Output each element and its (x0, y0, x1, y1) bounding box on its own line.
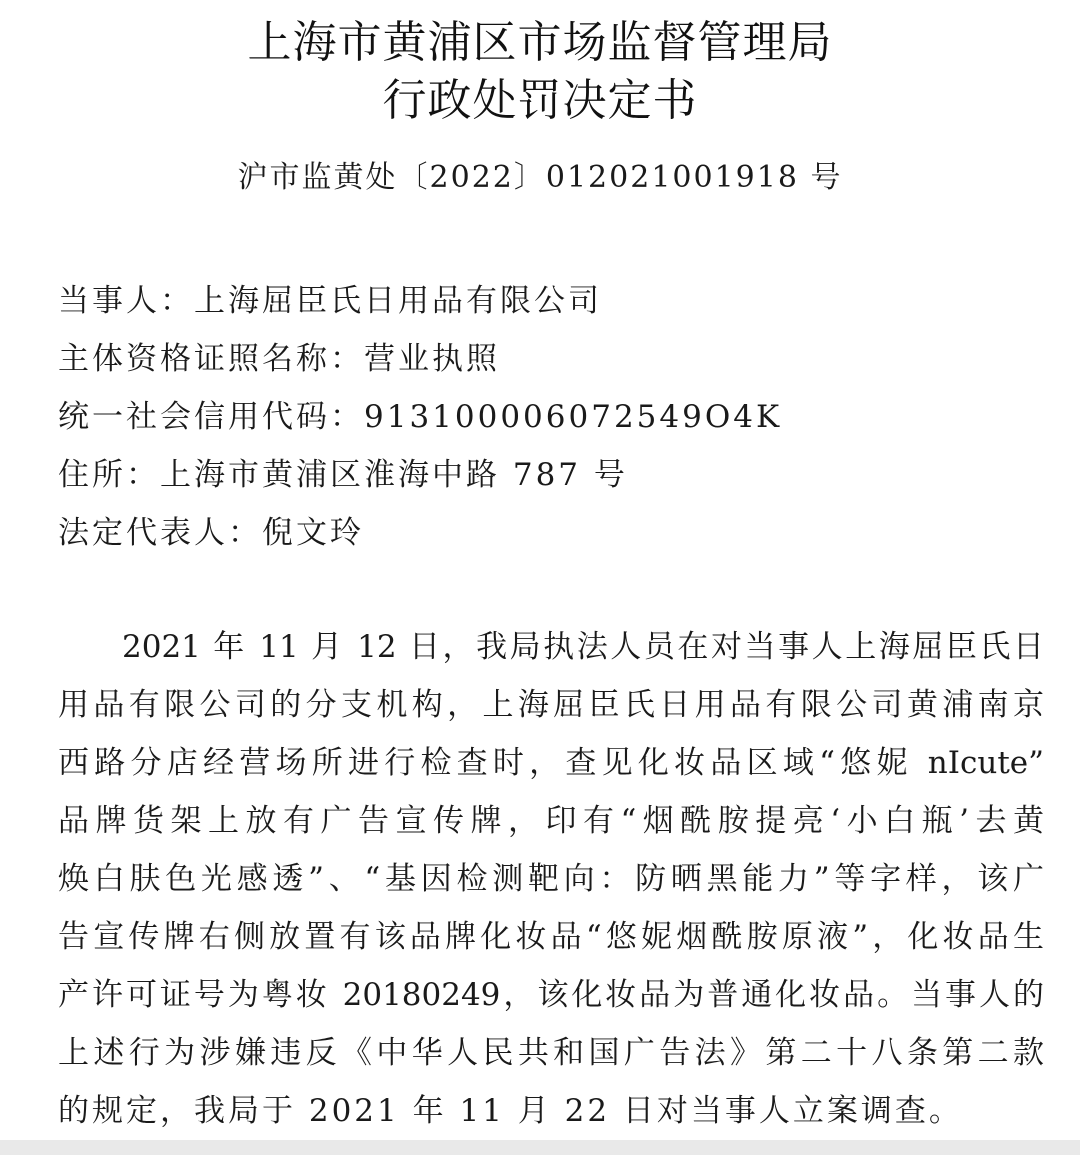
paragraph-line: 产许可证号为粤妆 20180249，该化妆品为普通化妆品。当事人的 (58, 977, 1044, 1013)
document-title-agency: 上海市黄浦区市场监督管理局 (247, 17, 833, 68)
case-paragraph (58, 618, 1044, 1140)
paragraph-line: 告宣传牌右侧放置有该品牌化妆品“悠妮烟酰胺原液”，化妆品生 (58, 919, 1044, 955)
party-name: 当事人：上海屈臣氏日用品有限公司 (58, 283, 602, 319)
page-bottom-edge (0, 1140, 1080, 1155)
paragraph-line: 的规定，我局于 2021 年 11 月 22 日对当事人立案调查。 (58, 1093, 963, 1129)
paragraph-line: 用品有限公司的分支机构，上海屈臣氏日用品有限公司黄浦南京 (58, 687, 1044, 723)
paragraph-line: 焕白肤色光感透”、“基因检测靶向：防晒黑能力”等字样，该广 (58, 861, 1044, 897)
paragraph-line: 2021 年 11 月 12 日，我局执法人员在对当事人上海屈臣氏日 (122, 629, 1044, 665)
party-legal-representative: 法定代表人：倪文玲 (58, 515, 364, 551)
party-address: 住所：上海市黄浦区淮海中路 787 号 (58, 457, 628, 493)
paragraph-line: 上述行为涉嫌违反《中华人民共和国广告法》第二十八条第二款 (58, 1035, 1044, 1071)
paragraph-line: 西路分店经营场所进行检查时，查见化妆品区域“悠妮 nIcute” (58, 745, 1044, 781)
paragraph-line: 品牌货架上放有广告宣传牌，印有“烟酰胺提亮‘小白瓶’去黄 (58, 803, 1044, 839)
party-credit-code: 统一社会信用代码：913100006072549O4K (58, 399, 783, 435)
document-title-type: 行政处罚决定书 (382, 75, 698, 126)
document-number: 沪市监黄处〔2022〕012021001918 号 (237, 160, 843, 195)
party-info (58, 272, 1038, 562)
party-license-type: 主体资格证照名称：营业执照 (58, 341, 500, 377)
